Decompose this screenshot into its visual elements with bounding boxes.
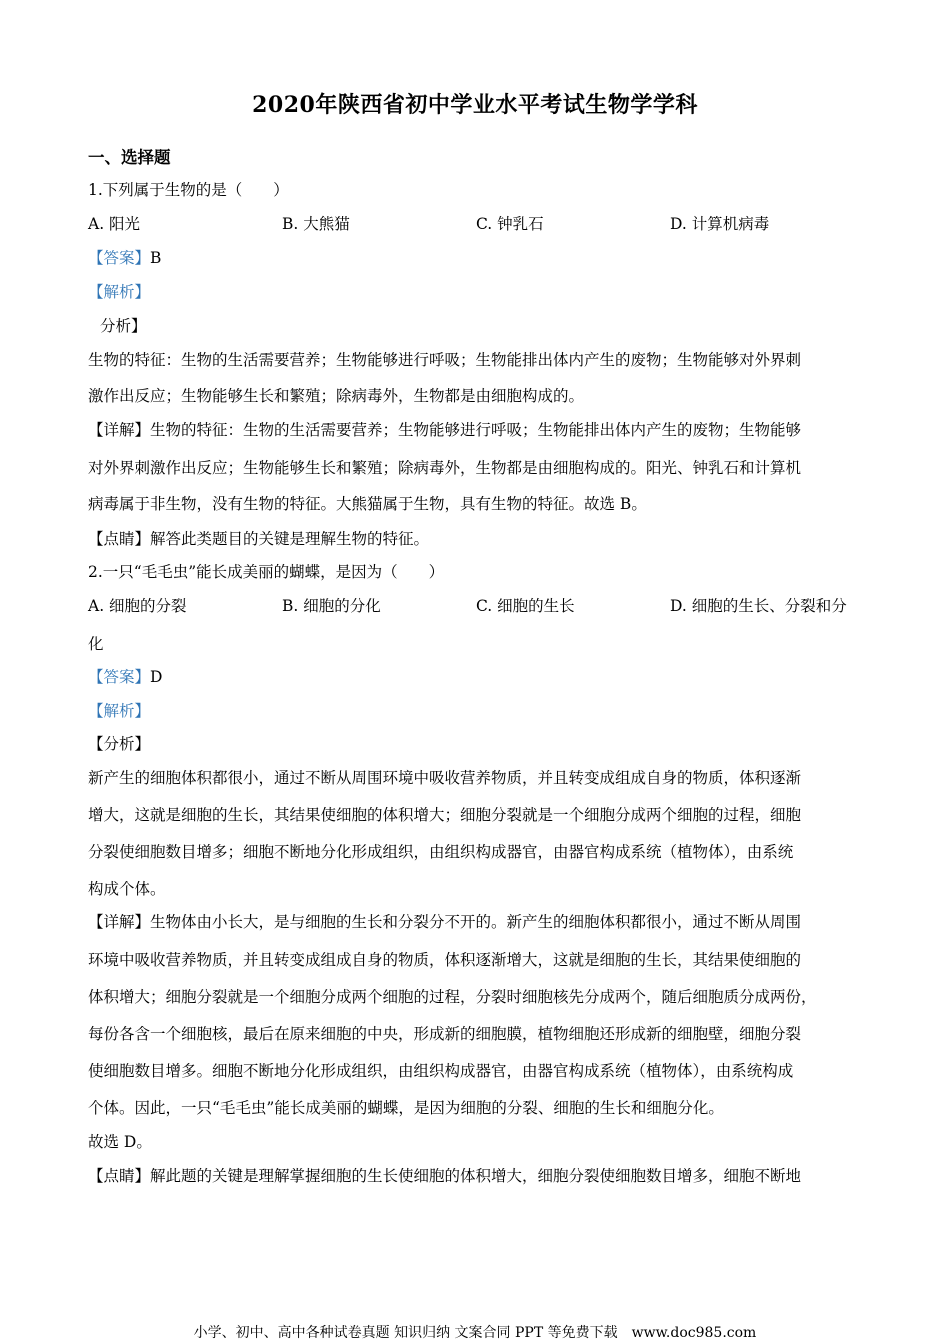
detail-text: 生物的特征：生物的生活需要营养；生物能够进行呼吸；生物能排出体内产生的废物；生物能够	[150, 421, 802, 439]
question-1-detail-line: 对外界刺激作出反应；生物能够生长和繁殖；除病毒外，生物都是由细胞构成的。阳光、钟乳石和计算机	[88, 459, 802, 477]
question-2-detail-line: 环境中吸收营养物质，并且转变成组成自身的物质，体积逐渐增大，这就是细胞的生长，其结果使细胞的	[88, 951, 802, 969]
question-2-fenxi-line: 分裂使细胞数目增多；细胞不断地分化形成组织，由组织构成器官，由器官构成系统（植物体），由系统	[88, 843, 794, 861]
question-2-stem: 2.一只“毛毛虫”能长成美丽的蝴蝶，是因为（ ）	[88, 563, 445, 581]
detail-label: 【详解】	[88, 421, 151, 439]
question-1-point	[88, 527, 868, 549]
question-2-fenxi-line: 增大，这就是细胞的生长，其结果使细胞的体积增大；细胞分裂就是一个细胞分成两个细胞的过程，细胞	[88, 806, 802, 824]
question-2-fenxi-label: 【分析】	[88, 735, 151, 753]
answer-value: D	[150, 668, 163, 686]
answer-label: 【答案】	[88, 249, 151, 267]
question-1-stem: 1.下列属于生物的是（ ）	[88, 181, 289, 199]
question-2-option-c: C. 细胞的生长	[476, 597, 575, 615]
question-2-option-a: A. 细胞的分裂	[88, 597, 187, 615]
question-2-detail-line: 个体。因此，一只“毛毛虫”能长成美丽的蝴蝶，是因为细胞的分裂、细胞的生长和细胞分化。	[88, 1099, 724, 1117]
question-2-point	[88, 1164, 868, 1186]
question-2-detail-line: 使细胞数目增多。细胞不断地分化形成组织，由组织构成器官，由器官构成系统（植物体），由系统构成	[88, 1062, 794, 1080]
question-2-option-d: D. 细胞的生长、分裂和分	[670, 597, 847, 615]
answer-value: B	[150, 249, 162, 267]
point-label: 【点睛】	[88, 530, 151, 548]
question-2-detail-line: 每份各含一个细胞核，最后在原来细胞的中央，形成新的细胞膜，植物细胞还形成新的细胞壁，细胞分裂	[88, 1025, 802, 1043]
detail-text: 生物体由小长大，是与细胞的生长和分裂分不开的。新产生的细胞体积都很小，通过不断从周围	[150, 913, 802, 931]
question-2-conclusion: 故选 D。	[88, 1133, 152, 1151]
page-title: 2020年陕西省初中学业水平考试生物学学科	[252, 92, 698, 118]
question-1-option-a: A. 阳光	[88, 215, 141, 233]
question-1-fenxi-label: 分析】	[100, 317, 147, 335]
question-1-option-b: B. 大熊猫	[282, 215, 350, 233]
page-footer: 小学、初中、高中各种试卷真题 知识归纳 文案合同 PPT 等免费下载 www.doc985.com	[193, 1325, 757, 1341]
question-1-detail-line: 病毒属于非生物，没有生物的特征。大熊猫属于生物，具有生物的特征。故选 B。	[88, 495, 647, 513]
question-2-fenxi-line: 新产生的细胞体积都很小，通过不断从周围环境中吸收营养物质，并且转变成组成自身的物质，体积逐渐	[88, 769, 802, 787]
question-1-fenxi-line: 生物的特征：生物的生活需要营养；生物能够进行呼吸；生物能排出体内产生的废物；生物能够对外界刺	[88, 351, 802, 369]
question-1-option-c: C. 钟乳石	[476, 215, 544, 233]
question-2-option-wrap: 化	[88, 635, 104, 653]
question-1-analysis-label: 【解析】	[88, 283, 151, 301]
detail-label: 【详解】	[88, 913, 151, 931]
question-1-detail	[88, 418, 868, 440]
answer-label: 【答案】	[88, 668, 151, 686]
point-text: 解答此类题目的关键是理解生物的特征。	[150, 530, 430, 548]
question-2-answer	[88, 665, 868, 687]
question-2-detail	[88, 910, 868, 932]
question-2-fenxi-line: 构成个体。	[88, 880, 166, 898]
question-2-analysis-label: 【解析】	[88, 702, 151, 720]
question-1-fenxi-line: 激作出反应；生物能够生长和繁殖；除病毒外，生物都是由细胞构成的。	[88, 387, 585, 405]
question-2-option-b: B. 细胞的分化	[282, 597, 381, 615]
point-label: 【点睛】	[88, 1167, 151, 1185]
question-1-answer	[88, 246, 868, 268]
question-2-detail-line: 体积增大；细胞分裂就是一个细胞分成两个细胞的过程，分裂时细胞核先分成两个，随后细胞质分成两份，	[88, 988, 817, 1006]
point-text: 解此题的关键是理解掌握细胞的生长使细胞的体积增大，细胞分裂使细胞数目增多，细胞不断地	[150, 1167, 802, 1185]
section-heading: 一、选择题	[88, 148, 171, 167]
question-1-option-d: D. 计算机病毒	[670, 215, 770, 233]
